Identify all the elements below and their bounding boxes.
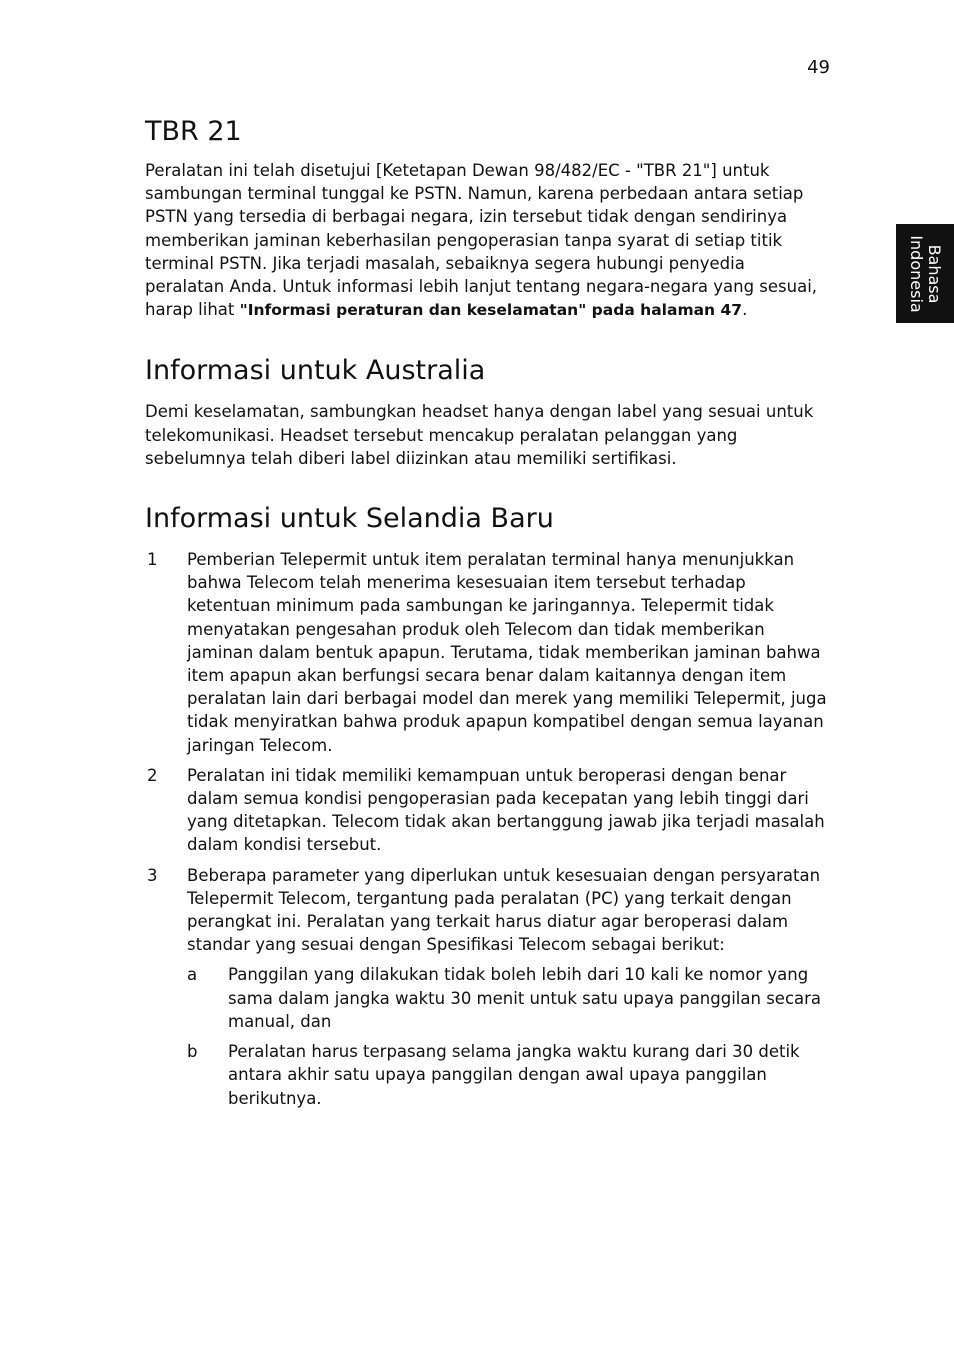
- page-content: [145, 115, 829, 1117]
- tbr21-heading: TBR 21: [145, 116, 242, 147]
- page-number: 49: [807, 57, 830, 78]
- list-item-number: 3: [147, 865, 158, 885]
- list-item: [145, 864, 829, 1110]
- list-item-text: Pemberian Telepermit untuk item peralatan terminal hanya menunjukkan bahwa Telecom telah menerima kesesuaian item tersebut terhadap ketentuan minimum pada sambungan ke jaringannya. Telepermit tidak menyatakan pengesahan produk oleh Telecom dan tidak memberikan jaminan dalam bentuk apapun. Terutama, tidak memberikan jaminan bahwa item apapun akan berfungsi secara benar dalam kaitannya dengan item peralatan lain dari berbagai model dan merek yang memiliki Telepermit, juga tidak menyiratkan bahwa produk apapun kompatibel dengan semua layanan jaringan Telecom.: [187, 550, 827, 755]
- australia-paragraph: Demi keselamatan, sambungkan headset hanya dengan label yang sesuai untuk telekomunikasi. Headset tersebut mencakup peralatan pelanggan yang sebelumnya telah diberi label diizinkan atau memiliki sertifikasi.: [145, 402, 814, 468]
- side-tab-line-2: Indonesia: [907, 234, 926, 313]
- regulatory-info-link[interactable]: "Informasi peraturan dan keselamatan" pada halaman 47: [239, 301, 743, 320]
- new-zealand-heading: Informasi untuk Selandia Baru: [145, 503, 554, 535]
- sub-list-item-text: Panggilan yang dilakukan tidak boleh lebih dari 10 kali ke nomor yang sama dalam jangka waktu 30 menit untuk satu upaya panggilan secara manual, dan: [228, 965, 822, 1031]
- tbr21-text: Peralatan ini telah disetujui [Ketetapan Dewan 98/482/EC - "TBR 21"] untuk sambungan terminal tunggal ke PSTN. Namun, karena perbedaan antara setiap PSTN yang tersedia di berbagai negara, izin tersebut tidak dengan sendirinya memberikan jaminan keberhasilan pengoperasian tanpa syarat di setiap titik terminal PSTN. Jika terjadi masalah, sebaiknya segera hubungi penyedia peralatan Anda. Untuk informasi lebih lanjut tentang negara-negara yang sesuai, harap lihat: [145, 161, 818, 320]
- sub-list-item-letter: a: [187, 965, 198, 985]
- side-tab-line-1: Bahasa: [925, 244, 944, 303]
- list-item-text: Beberapa parameter yang diperlukan untuk kesesuaian dengan persyaratan Telepermit Telecom, tergantung pada peralatan (PC) yang terkait dengan perangkat ini. Peralatan yang terkait harus diatur agar beroperasi dalam standar yang sesuai dengan Spesifikasi Telecom sebagai berikut:: [187, 865, 821, 955]
- side-tab-label: [907, 235, 943, 312]
- list-item: [145, 548, 829, 757]
- new-zealand-list: [145, 548, 829, 1110]
- list-item-text: Peralatan ini tidak memiliki kemampuan untuk beroperasi dengan benar dalam semua kondisi pengoperasian pada kecepatan yang lebih tinggi dari yang ditetapkan. Telecom tidak akan bertanggung jawab jika terjadi masalah dalam kondisi tersebut.: [187, 765, 825, 855]
- language-side-tab: [896, 224, 954, 323]
- australia-heading: Informasi untuk Australia: [145, 355, 486, 387]
- sub-list-item: [187, 1040, 829, 1110]
- sub-list-item-letter: b: [187, 1042, 198, 1062]
- tbr21-paragraph: [145, 159, 829, 322]
- list-item-number: 2: [147, 765, 158, 785]
- sub-list-item: [187, 963, 829, 1033]
- list-item: [145, 764, 829, 857]
- sub-list-item-text: Peralatan harus terpasang selama jangka waktu kurang dari 30 detik antara akhir satu upaya panggilan dengan awal upaya panggilan berikutnya.: [228, 1042, 800, 1108]
- sub-list: [187, 963, 829, 1109]
- tbr21-text-end: .: [742, 300, 748, 320]
- list-item-number: 1: [147, 550, 158, 570]
